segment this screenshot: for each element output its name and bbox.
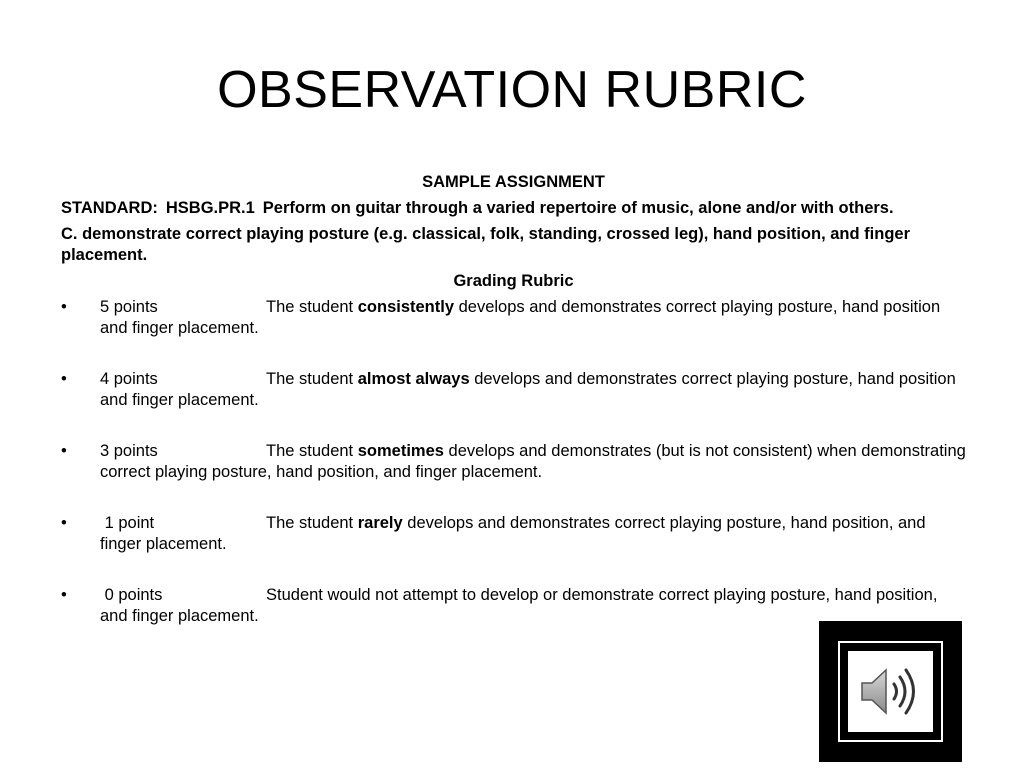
audio-play-button[interactable] (819, 621, 962, 762)
rubric-points: 3 points (100, 442, 158, 460)
rubric-list (61, 297, 966, 627)
rubric-text-prefix: The student (266, 370, 358, 388)
standard-statement (61, 198, 966, 219)
assignment-heading: SAMPLE ASSIGNMENT (422, 173, 605, 191)
speaker-icon (848, 651, 933, 732)
rubric-points: 1 point (100, 514, 155, 532)
bullet-icon: • (61, 370, 67, 388)
objective-statement: C. demonstrate correct playing posture (e.g. classical, folk, standing, crossed leg), hand position, and finger placement. (61, 225, 911, 264)
standard-label: STANDARD: (61, 199, 158, 217)
audio-button-face (848, 651, 933, 732)
rubric-text-prefix: The student (266, 442, 358, 460)
rubric-item (61, 369, 966, 411)
rubric-emphasis: consistently (357, 298, 455, 316)
bullet-icon: • (61, 298, 67, 316)
rubric-points: 0 points (100, 586, 163, 604)
rubric-emphasis: sometimes (357, 442, 444, 460)
rubric-emphasis: rarely (357, 514, 403, 532)
rubric-text-suffix: develops and demonstrates correct playing posture, hand position and finger placement. (100, 370, 956, 409)
rubric-text-prefix: The student (266, 298, 358, 316)
rubric-item (61, 297, 966, 339)
rubric-emphasis: almost always (357, 370, 470, 388)
slide-body (61, 172, 966, 657)
bullet-icon: • (61, 586, 67, 604)
rubric-text-suffix: develops and demonstrates correct playing posture, hand position and finger placement. (100, 298, 941, 337)
slide-title: OBSERVATION RUBRIC (217, 61, 807, 119)
rubric-text-suffix: develops and demonstrates (but is not consistent) when demonstrating correct playing posture, hand position, and finger placement. (100, 442, 966, 481)
audio-button-frame (838, 641, 943, 742)
rubric-points: 4 points (100, 370, 158, 388)
bullet-icon: • (61, 442, 67, 460)
rubric-text-prefix: Student would not attempt to develop or demonstrate correct playing posture, hand position, and finger placement. (100, 586, 938, 625)
rubric-item (61, 513, 966, 555)
standard-text: Perform on guitar through a varied repertoire of music, alone and/or with others. (262, 199, 894, 217)
rubric-heading: Grading Rubric (453, 272, 574, 290)
rubric-item (61, 441, 966, 483)
rubric-text-suffix: develops and demonstrates correct playing posture, hand position, and finger placement. (100, 514, 926, 553)
rubric-points: 5 points (100, 298, 158, 316)
standard-code: HSBG.PR.1 (165, 199, 255, 217)
rubric-text-prefix: The student (266, 514, 358, 532)
bullet-icon: • (61, 514, 67, 532)
